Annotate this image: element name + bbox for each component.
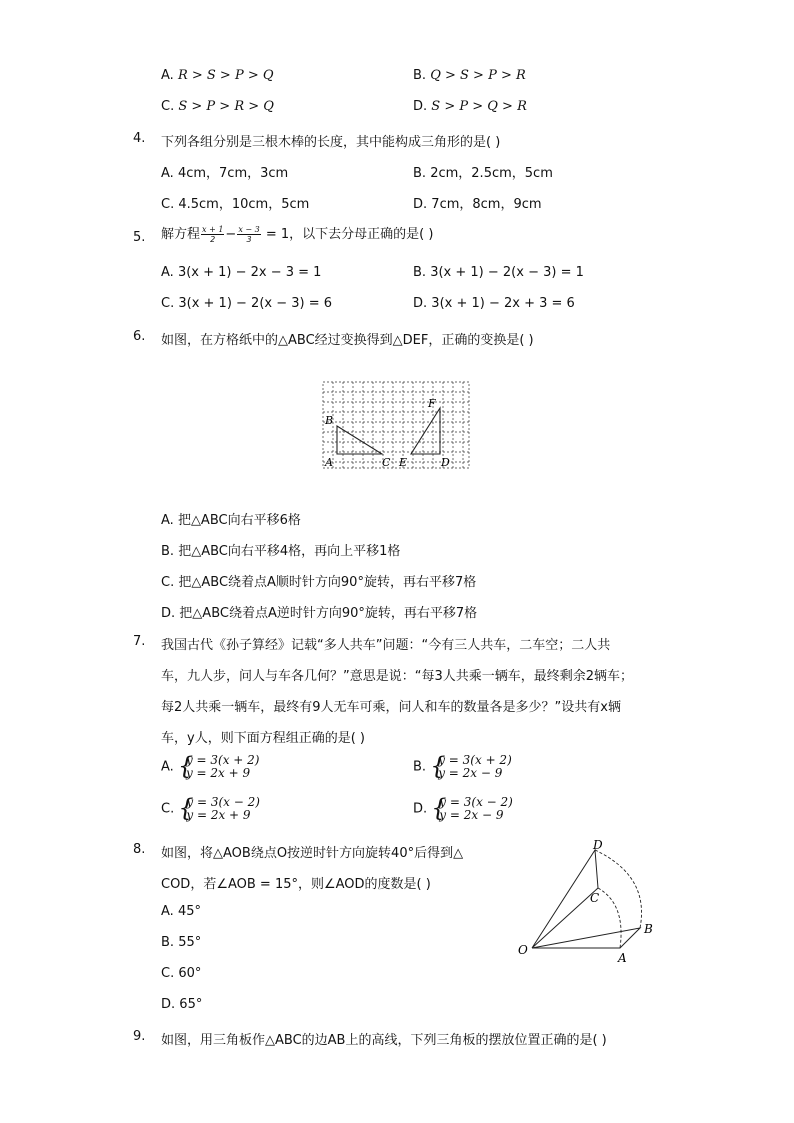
q4-option-d: D. 7cm，8cm，9cm (413, 197, 542, 212)
q5-option-d: D. 3(x + 1) − 2x + 3 = 6 (413, 296, 575, 311)
q4-option-c: C. 4.5cm，10cm，5cm (161, 197, 310, 212)
q8-rotation-figure (510, 836, 660, 966)
label-f: F (428, 397, 436, 410)
q4-stem: 下列各组分别是三根木棒的长度，其中能构成三角形的是( ) (161, 135, 501, 150)
q4-option-a: A. 4cm，7cm，3cm (161, 166, 289, 181)
q6-option-b: B. 把△ABC向右平移4格，再向上平移1格 (161, 544, 401, 559)
q7-option-a: A. { y = 3(x + 2) y = 2x + 9 (161, 752, 260, 780)
label-c: C (382, 456, 391, 469)
q7-option-c: C. { y = 3(x − 2) y = 2x + 9 (161, 794, 260, 822)
q7-line-3: 每2人共乘一辆车，最终有9人无车可乘，问人和车的数量各是多少？”设共有x辆 (161, 700, 621, 715)
q6-stem: 如图，在方格纸中的△ABC经过变换得到△DEF，正确的变换是( ) (161, 333, 534, 348)
q3-option-b: B. Q > S > P > R (413, 68, 526, 83)
triangle-def (411, 408, 440, 454)
q6-grid-figure (320, 380, 472, 472)
label-c: C (590, 891, 600, 905)
q6-option-c: C. 把△ABC绕着点A顺时针方向90°旋转，再右平移7格 (161, 575, 477, 590)
q5-option-c: C. 3(x + 1) − 2(x − 3) = 6 (161, 296, 333, 311)
label-d: D (441, 456, 450, 469)
q5-fraction-1: $\frac{x + 1}{2}$ (202, 225, 224, 244)
q6-option-d: D. 把△ABC绕着点A逆时针方向90°旋转，再右平移7格 (161, 606, 478, 621)
triangle-abc (337, 426, 382, 454)
label-a: A (618, 951, 627, 965)
q3-option-d: D. S > P > Q > R (413, 99, 527, 114)
q8-option-a: A. 45° (161, 904, 201, 919)
q3-option-a: A. R > S > P > Q (161, 68, 274, 83)
q5-stem: 解方程 $\frac{x + 1}{2}$ − $\frac{x - 3}{3}$ = 1，以下去分母正确的是( ) (161, 225, 434, 244)
q6-number: 6. (133, 329, 146, 344)
brace-icon: { (178, 794, 194, 822)
label-e: E (399, 456, 408, 469)
label-a: A (325, 456, 333, 469)
q7-line-1: 我国古代《孙子算经》记载“多人共车”问题：“今有三人共车，二车空；二人共 (161, 638, 611, 653)
q5-option-a: A. 3(x + 1) − 2x − 3 = 1 (161, 265, 322, 280)
q5-option-b: B. 3(x + 1) − 2(x − 3) = 1 (413, 265, 584, 280)
q9-stem: 如图，用三角板作△ABC的边AB上的高线，下列三角板的摆放位置正确的是( ) (161, 1033, 607, 1048)
q7-option-b: B. { y = 3(x + 2) y = 2x − 9 (413, 752, 512, 780)
q4-option-b: B. 2cm，2.5cm，5cm (413, 166, 553, 181)
brace-icon: { (430, 752, 446, 780)
q8-option-c: C. 60° (161, 966, 202, 981)
q5-number: 5. (133, 230, 146, 245)
q8-line-2: COD，若∠AOB = 15°，则∠AOD的度数是( ) (161, 877, 431, 892)
q9-number: 9. (133, 1029, 146, 1044)
q7-option-d: D. { y = 3(x − 2) y = 2x − 9 (413, 794, 513, 822)
brace-icon: { (431, 794, 447, 822)
label-o: O (518, 943, 528, 957)
label-d: D (593, 838, 603, 852)
q7-line-4: 车，y人，则下面方程组正确的是( ) (161, 731, 365, 746)
label-b: B (644, 922, 653, 936)
q8-number: 8. (133, 842, 146, 857)
q7-line-2: 车，九人步，问人与车各几何？”意思是说：“每3人共乘一辆车，最终剩余2辆车； (161, 669, 634, 684)
brace-icon: { (177, 752, 194, 780)
q4-number: 4. (133, 131, 146, 146)
q5-fraction-2: $\frac{x - 3}{3}$ (238, 225, 260, 244)
q7-number: 7. (133, 634, 146, 649)
q6-option-a: A. 把△ABC向右平移6格 (161, 513, 301, 528)
q8-option-b: B. 55° (161, 935, 202, 950)
q3-option-c: C. S > P > R > Q (161, 99, 274, 114)
q8-option-d: D. 65° (161, 997, 203, 1012)
label-b: B (325, 414, 334, 427)
q8-line-1: 如图，将△AOB绕点O按逆时针方向旋转40°后得到△ (161, 846, 464, 861)
